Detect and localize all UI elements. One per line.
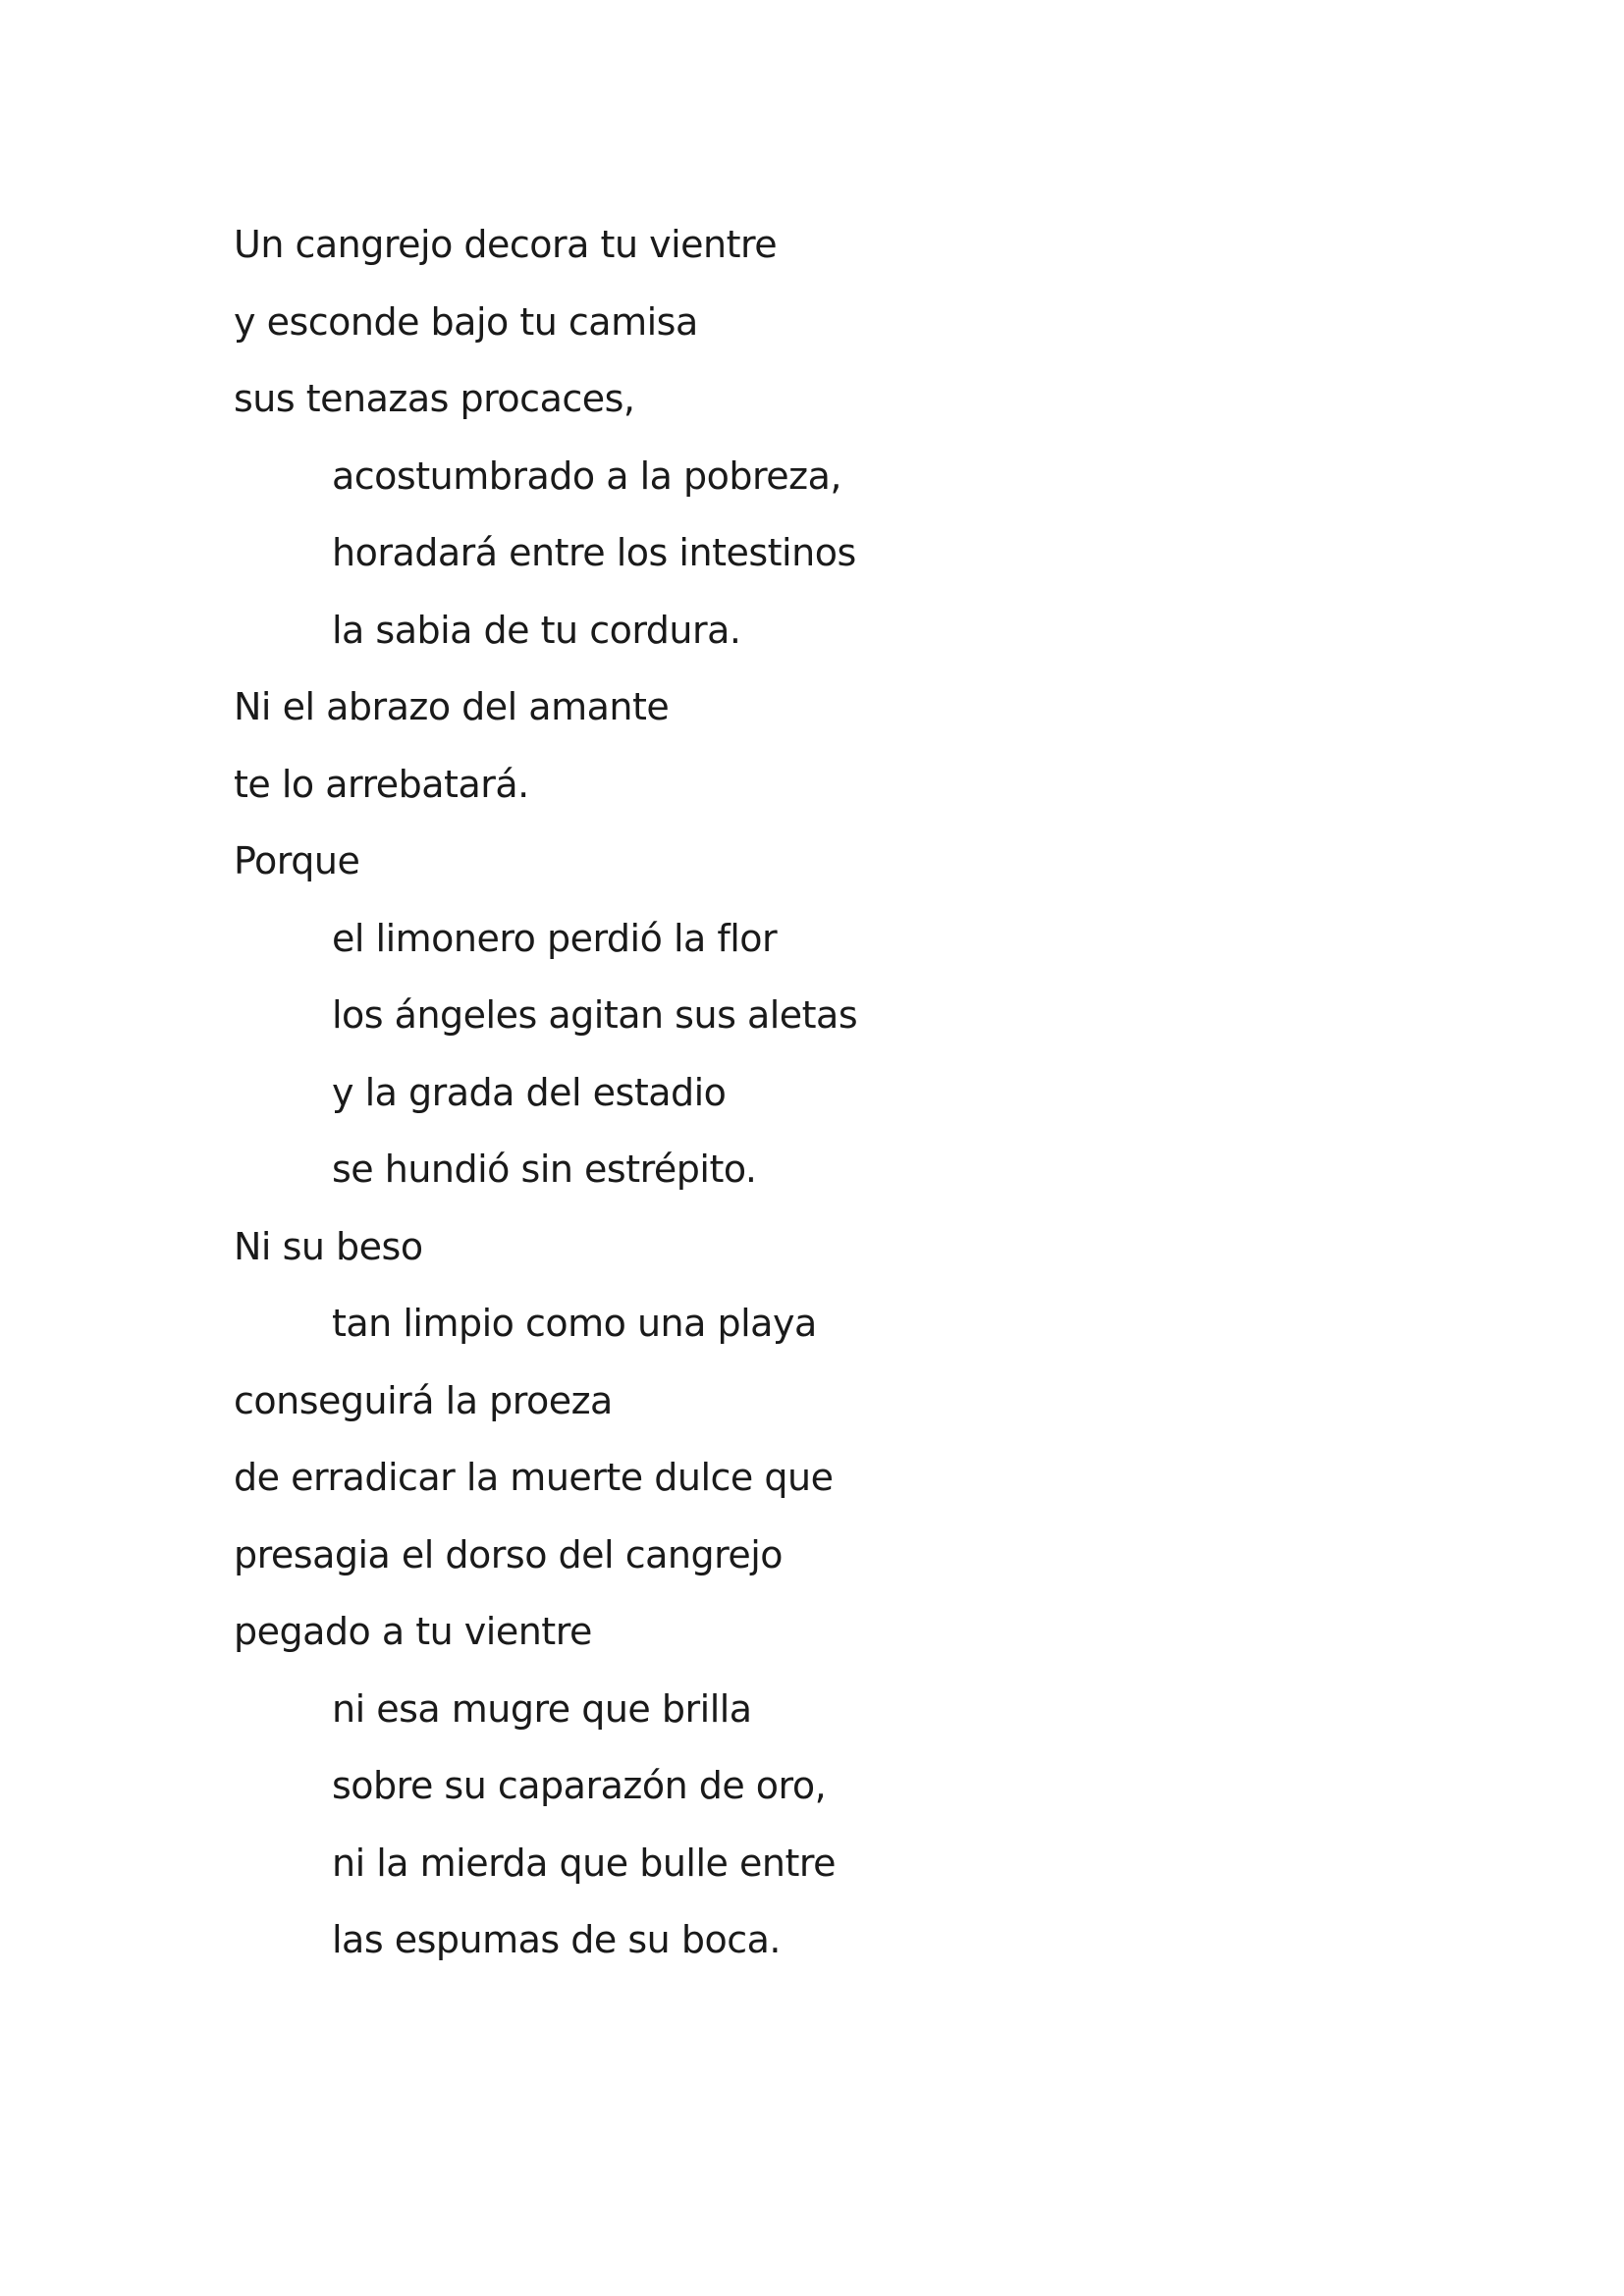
poem-line: Ni el abrazo del amante	[234, 685, 670, 728]
poem-line-indented: sobre su caparazón de oro,	[332, 1764, 827, 1807]
poem-line: de erradicar la muerte dulce que	[234, 1456, 834, 1499]
poem-line-indented: las espumas de su boca.	[332, 1918, 781, 1961]
poem-line-indented: el limonero perdió la flor	[332, 916, 778, 960]
poem-line: Ni su beso	[234, 1224, 423, 1268]
poem-line-indented: la sabia de tu cordura.	[332, 608, 741, 652]
poem-line: te lo arrebatará.	[234, 762, 529, 806]
poem-line-indented: horadará entre los intestinos	[332, 531, 856, 574]
poem-line-indented: tan limpio como una playa	[332, 1302, 817, 1345]
poem-line: y esconde bajo tu camisa	[234, 299, 698, 344]
poem-line-indented: y la grada del estadio	[332, 1070, 727, 1114]
poem-line: presagia el dorso del cangrejo	[234, 1532, 784, 1576]
poem-line-indented: se hundió sin estrépito.	[332, 1148, 757, 1191]
poem-line-indented: ni esa mugre que brilla	[332, 1686, 752, 1731]
poem-line-indented: los ángeles agitan sus aletas	[332, 993, 858, 1037]
poem-line: sus tenazas procaces,	[234, 377, 635, 420]
poem-line: pegado a tu vientre	[234, 1610, 592, 1653]
poem-line-indented: acostumbrado a la pobreza,	[332, 454, 841, 498]
poem-line: Porque	[234, 839, 360, 882]
poem-body	[234, 206, 1412, 1979]
poem-line-indented: ni la mierda que bulle entre	[332, 1841, 837, 1885]
poem-line: Un cangrejo decora tu vientre	[234, 223, 778, 266]
poem-line: conseguirá la proeza	[234, 1378, 613, 1422]
